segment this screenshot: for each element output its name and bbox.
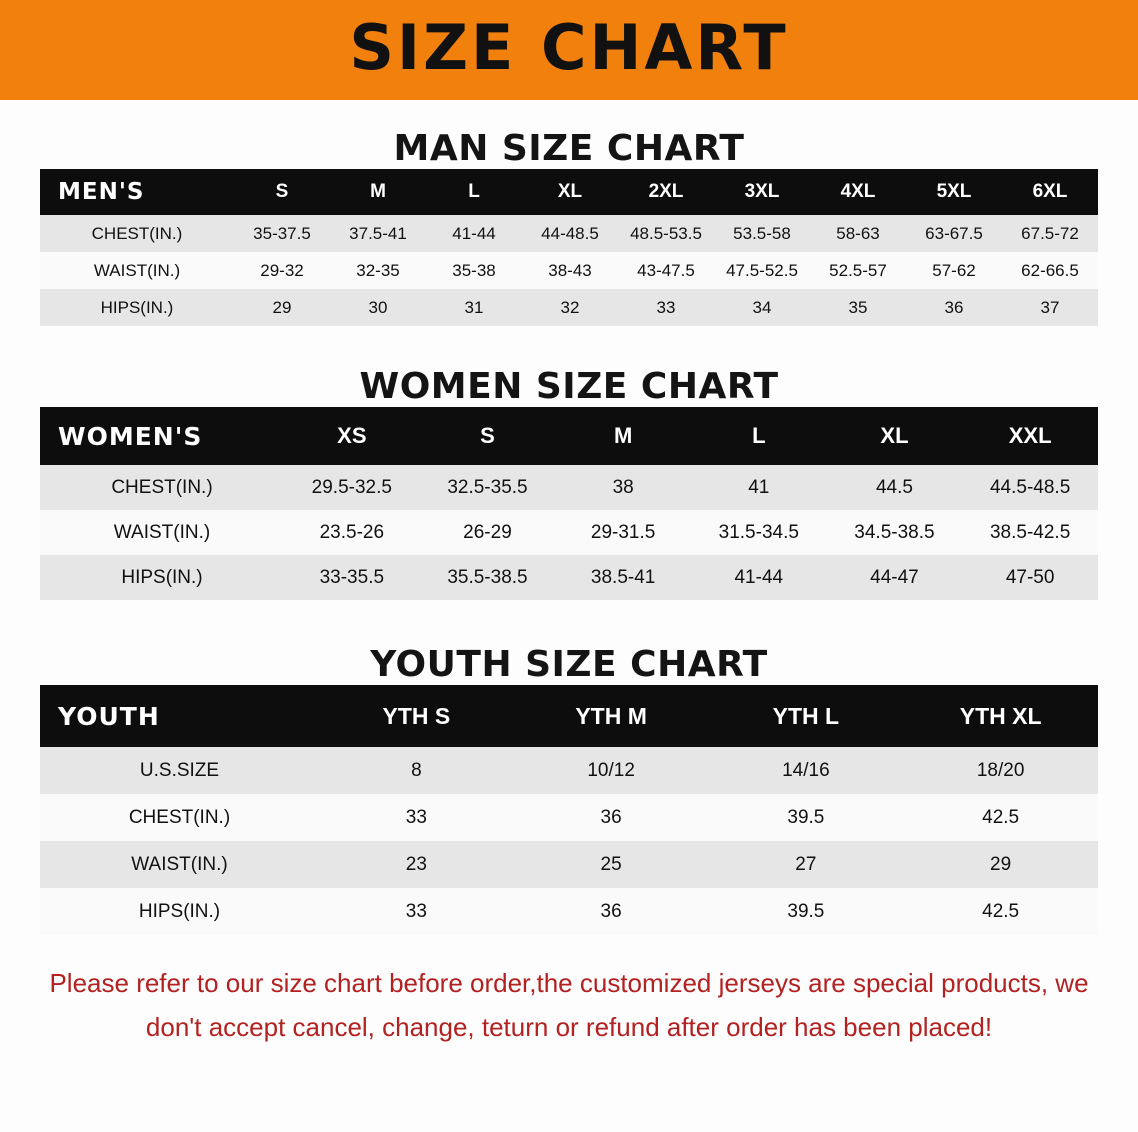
table-cell: 29-32: [234, 252, 330, 289]
column-header: 2XL: [648, 181, 684, 202]
table-cell: 39.5: [709, 794, 904, 841]
table-cell: 44-47: [827, 555, 963, 600]
table-header-row: [40, 407, 1098, 465]
table-cell: 23.5-26: [284, 510, 420, 555]
table-row: [40, 555, 1098, 600]
man-size-table: [40, 169, 1098, 326]
column-header: XS: [337, 423, 367, 448]
table-cell: 23: [319, 841, 514, 888]
man-table-wrap: [0, 169, 1138, 326]
table-cell: 38.5-41: [555, 555, 691, 600]
table-cell: 58-63: [810, 215, 906, 252]
table-row: [40, 510, 1098, 555]
table-cell: 33-35.5: [284, 555, 420, 600]
row-label: HIPS(IN.): [40, 888, 319, 935]
column-header: L: [752, 423, 766, 448]
row-label: CHEST(IN.): [40, 465, 284, 510]
column-header: M: [370, 181, 386, 202]
youth-table-body: [40, 747, 1098, 935]
table-cell: 41-44: [691, 555, 827, 600]
policy-note: Please refer to our size chart before order,the customized jerseys are special products, we don't accept cancel, change, teturn or refund after order has been placed!: [49, 968, 1089, 1043]
table-cell: 29: [234, 289, 330, 326]
table-cell: 44-48.5: [522, 215, 618, 252]
table-cell: 42.5: [903, 888, 1098, 935]
column-header: XL: [880, 423, 909, 448]
table-corner-label: YOUTH: [58, 701, 160, 731]
table-cell: 47-50: [962, 555, 1098, 600]
table-row: [40, 794, 1098, 841]
table-row: [40, 289, 1098, 326]
youth-size-table: [40, 685, 1098, 935]
table-cell: 42.5: [903, 794, 1098, 841]
table-cell: 35.5-38.5: [420, 555, 556, 600]
column-header: M: [613, 423, 633, 448]
table-cell: 38.5-42.5: [962, 510, 1098, 555]
column-header: S: [275, 181, 289, 202]
table-cell: 41-44: [426, 215, 522, 252]
table-cell: 53.5-58: [714, 215, 810, 252]
table-cell: 33: [319, 794, 514, 841]
table-cell: 31: [426, 289, 522, 326]
row-label: WAIST(IN.): [40, 252, 234, 289]
table-row: [40, 747, 1098, 794]
table-cell: 57-62: [906, 252, 1002, 289]
column-header: YTH XL: [959, 702, 1042, 729]
table-cell: 41: [691, 465, 827, 510]
table-cell: 34.5-38.5: [827, 510, 963, 555]
table-header-row: [40, 169, 1098, 215]
row-label: HIPS(IN.): [40, 289, 234, 326]
row-label: WAIST(IN.): [40, 841, 319, 888]
table-header-row: [40, 685, 1098, 747]
table-cell: 32-35: [330, 252, 426, 289]
table-cell: 29.5-32.5: [284, 465, 420, 510]
table-cell: 36: [906, 289, 1002, 326]
row-label: CHEST(IN.): [40, 215, 234, 252]
women-table-header: [40, 407, 1098, 465]
women-size-table: [40, 407, 1098, 600]
column-header: YTH S: [382, 702, 451, 729]
page-banner: [0, 0, 1138, 100]
column-header: YTH L: [772, 702, 840, 729]
table-cell: 14/16: [709, 747, 904, 794]
man-table-header: [40, 169, 1098, 215]
column-header: 5XL: [936, 181, 972, 202]
women-section-heading: WOMEN SIZE CHART: [359, 366, 779, 407]
table-corner-label: MEN'S: [58, 179, 145, 205]
row-label: HIPS(IN.): [40, 555, 284, 600]
youth-section-heading: YOUTH SIZE CHART: [370, 644, 768, 685]
table-cell: 48.5-53.5: [618, 215, 714, 252]
table-cell: 36: [514, 888, 709, 935]
table-cell: 44.5-48.5: [962, 465, 1098, 510]
table-cell: 44.5: [827, 465, 963, 510]
column-header: XXL: [1008, 423, 1052, 448]
table-cell: 18/20: [903, 747, 1098, 794]
row-label: WAIST(IN.): [40, 510, 284, 555]
table-cell: 52.5-57: [810, 252, 906, 289]
table-cell: 47.5-52.5: [714, 252, 810, 289]
column-header: 4XL: [840, 181, 876, 202]
column-header: XL: [557, 181, 583, 202]
table-cell: 27: [709, 841, 904, 888]
table-cell: 32: [522, 289, 618, 326]
table-cell: 30: [330, 289, 426, 326]
table-cell: 36: [514, 794, 709, 841]
table-cell: 35-38: [426, 252, 522, 289]
youth-table-wrap: [0, 685, 1138, 935]
column-header: 3XL: [744, 181, 780, 202]
page-title: SIZE CHART: [349, 11, 789, 84]
table-row: [40, 215, 1098, 252]
row-label: CHEST(IN.): [40, 794, 319, 841]
table-corner-label: WOMEN'S: [58, 421, 203, 451]
women-table-wrap: [0, 407, 1138, 600]
table-cell: 26-29: [420, 510, 556, 555]
table-cell: 37.5-41: [330, 215, 426, 252]
table-cell: 62-66.5: [1002, 252, 1098, 289]
women-table-body: [40, 465, 1098, 600]
table-cell: 37: [1002, 289, 1098, 326]
column-header: YTH M: [575, 702, 647, 729]
table-cell: 34: [714, 289, 810, 326]
table-cell: 63-67.5: [906, 215, 1002, 252]
table-cell: 33: [618, 289, 714, 326]
table-cell: 32.5-35.5: [420, 465, 556, 510]
column-header: S: [480, 423, 495, 448]
man-table-body: [40, 215, 1098, 326]
table-cell: 29-31.5: [555, 510, 691, 555]
table-cell: 43-47.5: [618, 252, 714, 289]
table-cell: 31.5-34.5: [691, 510, 827, 555]
youth-table-header: [40, 685, 1098, 747]
table-cell: 38: [555, 465, 691, 510]
table-cell: 8: [319, 747, 514, 794]
table-row: [40, 841, 1098, 888]
table-cell: 39.5: [709, 888, 904, 935]
table-cell: 67.5-72: [1002, 215, 1098, 252]
man-section-heading: MAN SIZE CHART: [393, 128, 745, 169]
table-row: [40, 252, 1098, 289]
table-cell: 25: [514, 841, 709, 888]
table-cell: 35-37.5: [234, 215, 330, 252]
column-header: L: [468, 181, 480, 202]
table-cell: 29: [903, 841, 1098, 888]
table-row: [40, 465, 1098, 510]
table-cell: 10/12: [514, 747, 709, 794]
table-cell: 33: [319, 888, 514, 935]
column-header: 6XL: [1032, 181, 1068, 202]
table-row: [40, 888, 1098, 935]
table-cell: 35: [810, 289, 906, 326]
table-cell: 38-43: [522, 252, 618, 289]
row-label: U.S.SIZE: [40, 747, 319, 794]
